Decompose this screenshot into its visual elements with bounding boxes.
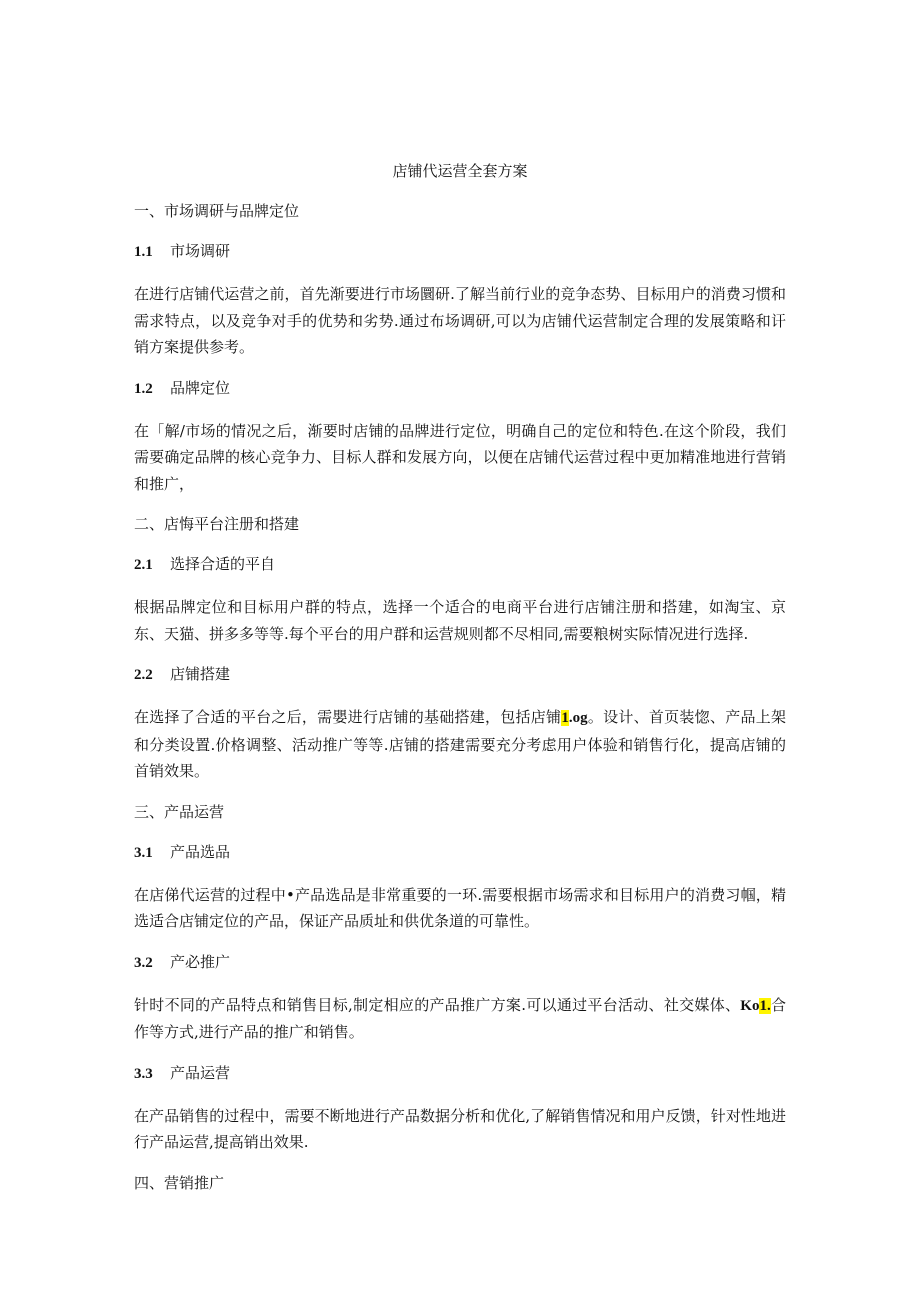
subsection-title: 产必推广: [170, 952, 231, 971]
paragraph-brand-positioning: 在「解/市场的情况之后，渐要时店铺的品牌进行定位，明确自己的定位和特色.在这个阶段，我们需要确定品牌的核心竞争力、目标人群和发展方向，以便在店铺代运营过程中更加精准地进行营销和推广，: [134, 421, 786, 493]
text-run: 合作等方式,进行产品的推广和销售。: [134, 995, 786, 1041]
section-3-heading: 三、产品运营: [134, 802, 225, 821]
bold-text: Ko: [740, 997, 760, 1014]
paragraph-market-research: 在进行店铺代运营之前，首先渐要进行市场圜研.了解当前行业的竞争态势、目标用户的消费习惯和需求特点，以及竞争对手的优势和劣势.通过布场调研,可以为店铺代运营制定合理的发展策略和讦销方案提供参考。: [134, 285, 786, 356]
subsection-title: 选择合适的平自: [170, 555, 276, 573]
paragraph-product-operation: 在产品销售的过程中，需要不断地进行产品数据分析和优化,了解销售情况和用户反馈，针对性地进行产品运营,提高销出效果.: [134, 1106, 786, 1151]
subsection-3-3-heading: [134, 1062, 786, 1085]
subsection-title: 产品选品: [170, 842, 231, 861]
subsection-number: 1.2: [134, 380, 153, 397]
subsection-number: 2.2: [134, 667, 153, 683]
text-run: 在选择了合适的平台之后，需嬰进行店铺的基础搭建，包括店铺: [134, 708, 562, 726]
paragraph-store-building: [134, 704, 786, 785]
subsection-title: 市场调研: [170, 242, 231, 260]
subsection-number: 3.1: [134, 844, 153, 861]
section-1-heading: 一、市场调研与品牌定位: [134, 202, 300, 220]
section-4-heading: 四、营销推广: [134, 1173, 225, 1192]
subsection-title: 品牌定位: [170, 378, 231, 397]
subsection-2-1-heading: [134, 553, 786, 576]
subsection-1-1-heading: [134, 240, 786, 263]
paragraph-product-promotion: [134, 992, 786, 1046]
subsection-number: 1.1: [134, 244, 153, 260]
subsection-title: 产品运营: [170, 1063, 231, 1082]
subsection-number: 3.2: [134, 954, 153, 971]
paragraph-product-selection: 在店俤代运营的过程中•产品选品是非常重要的一环.需要根据市场需求和目标用户的消费习帼，精选适合店铺定位的产品，保证产品质址和供优条道的可靠性。: [134, 885, 786, 930]
subsection-title: 店铺搭建: [170, 665, 231, 683]
highlighted-text: 1.: [759, 997, 771, 1014]
bold-text: .og: [568, 710, 588, 726]
highlighted-text: 1: [561, 710, 569, 726]
section-2-heading: 二、店悔平台注册和搭建: [134, 515, 300, 533]
subsection-number: 3.3: [134, 1065, 153, 1082]
subsection-3-2-heading: [134, 951, 786, 974]
text-run: 。设计、首页装惚、产品上架和分类设置.价格调整、活动推广等等.店铺的搭建需要充分考虑用户体验和销售行化，提高店铺的首销效果。: [134, 708, 786, 780]
document-title: 店铺代运营全套方案: [392, 162, 528, 180]
subsection-1-2-heading: [134, 377, 786, 400]
document-body: [134, 200, 786, 1212]
subsection-number: 2.1: [134, 557, 153, 573]
paragraph-choose-platform: 根据品牌定位和目标用户群的特点，选择一个适合的电商平台进行店铺注册和搭建，如淘宝、京东、天猫、拼多多等等.每个平台的用户群和运营规则都不尽相同,需要粮树实际情况进行选择.: [134, 598, 786, 643]
text-run: 针时不同的产品特点和销售目标,制定相应的产品推广方案.可以通过平台活动、社交媒体、: [134, 995, 741, 1014]
subsection-3-1-heading: [134, 841, 786, 864]
subsection-2-2-heading: [134, 663, 786, 686]
